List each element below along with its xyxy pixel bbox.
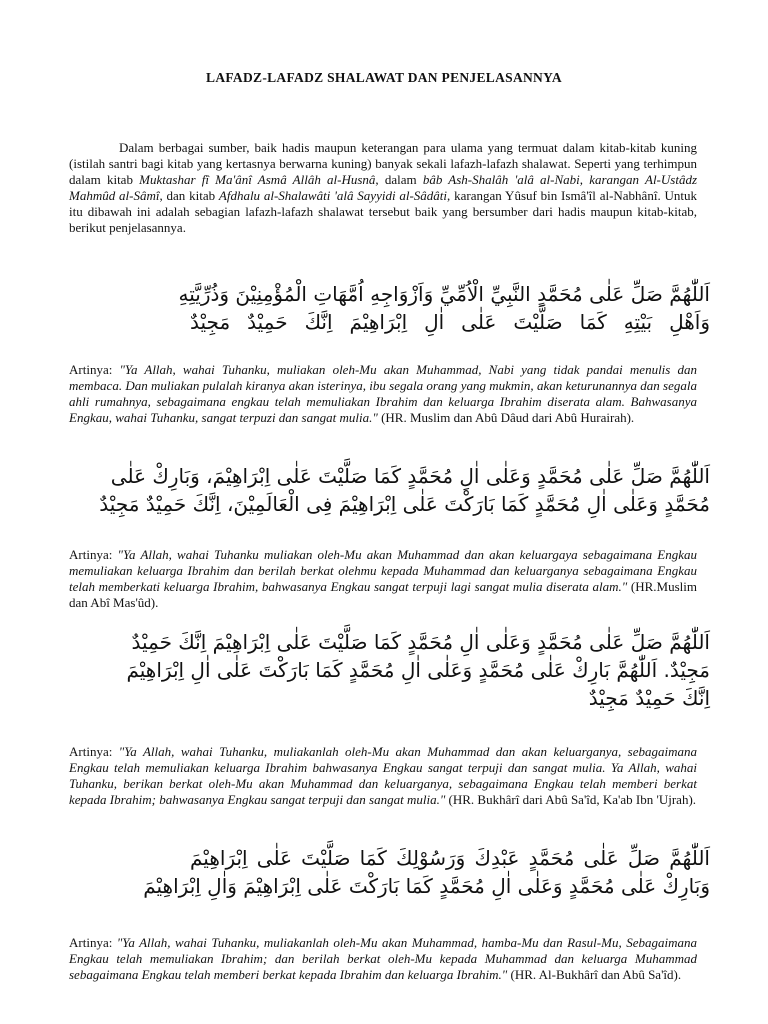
meaning-text: "Ya Allah, wahai Tuhanku, muliakanlah oleh-Mu akan Muhammad dan akan keluarganya, sebagaimana Engkau telah memuliakan keluarga Ibrahim bahwasanya Engkau sangat terpuji dan sangat mulia. Ya Allah, wahai Tuhanku, berikan berkat oleh-Mu akan Muhammad dan keluarganya, sebagaimana Engkau telah memberi berkat kepada Ibrahim; bahwasanya Engkau sangat terpuji dan sangat mulia." [69, 744, 697, 807]
meaning-text: "Ya Allah, wahai Tuhanku, muliakan oleh-Mu akan Muhammad, Nabi yang tidak pandai menulis dan membaca. Dan muliakan pulalah kiranya akan isterinya, ibu segala orang yang mukmin, akan keturunannya dan segala ahli rumahnya, sebagaimana engkau telah memuliakan Ibrahim dan keluarga Ibrahim diserata alam. Bahwasanya Engkau, wahai Tuhanku, sangat terpuzi dan sangat mulia." [69, 362, 697, 425]
intro-book-title-2: Afdhalu al-Shalawâti 'alâ Sayyidi al-Sâdâti [218, 188, 448, 203]
shalawat-arabic-3 [126, 628, 710, 712]
meaning-text: "Ya Allah, wahai Tuhanku muliakan oleh-Mu akan Muhammad dan akan keluargaya sebagaimana Engkau memuliakan keluarga Ibrahim dan berilah berkat olehmu kepada Muhammad dan keluarganya sebagaimana Engkau telah memberkati keluarga Ibrahim, bahwasanya Engkau sangat terpuji lagi sangat mulia diserata alam." [69, 547, 697, 594]
arabic-line: اَللّٰهُمَّ صَلِّ عَلٰى مُحَمَّدٍ النَّبِيِّ الْاُمِّيِّ وَاَزْوَاجِهِ اُمَّهَاتِ الْمُؤْمِنِيْنَ وَذُرِّيَّتِهِ [178, 282, 710, 306]
meaning-lead: Artinya: [69, 744, 119, 759]
arabic-line: وَبَارِكْ عَلٰى مُحَمَّدٍ وَعَلٰى اٰلِ مُحَمَّدٍ كَمَا بَارَكْتَ عَلٰى اِبْرَاهِيْمَ وَاٰلِ اِبْرَاهِيْمَ [143, 874, 710, 898]
intro-paragraph [69, 140, 697, 236]
document-title: LAFADZ-LAFADZ SHALAWAT DAN PENJELASANNYA [206, 70, 562, 85]
meaning-text: "Ya Allah, wahai Tuhanku, muliakanlah oleh-Mu akan Muhammad, hamba-Mu dan Rasul-Mu, Sebagaimana Engkau telah memuliakan Ibrahim; dan berilah berkat oleh-Mu kepada Muhammad dan keluarga Muhammad sebagaimana Engkau telah memberi berkat kepada Ibrahim dan keluarga Ibrahim." [69, 935, 697, 982]
arabic-line: اَللّٰهُمَّ صَلِّ عَلٰى مُحَمَّدٍ عَبْدِكَ وَرَسُوْلِكَ كَمَا صَلَّيْتَ عَلٰى اِبْرَاهِيْمَ [190, 846, 710, 870]
arabic-line: اِنَّكَ حَمِيْدٌ مَجِيْدٌ [588, 686, 710, 710]
arabic-line: اَللّٰهُمَّ صَلِّ عَلٰى مُحَمَّدٍ وَعَلٰى اٰلِ مُحَمَّدٍ كَمَا صَلَّيْتَ عَلٰى اِبْرَاهِيْمَ، وَبَارِكْ عَلٰى [110, 464, 710, 488]
meaning-source: (HR.Muslim dan Abî Mas'ûd). [69, 579, 698, 610]
arabic-line: اَللّٰهُمَّ صَلِّ عَلٰى مُحَمَّدٍ وَعَلٰى اٰلِ مُحَمَّدٍ كَمَا صَلَّيْتَ عَلٰى اِبْرَاهِيْمَ اِنَّكَ حَمِيْدٌ [131, 630, 710, 654]
arabic-line: مُحَمَّدٍ وَعَلٰى اٰلِ مُحَمَّدٍ كَمَا بَارَكْتَ عَلٰى اِبْرَاهِيْمَ فِى الْعَالَمِيْنَ، اِنَّكَ حَمِيْدٌ مَجِيْدٌ [99, 492, 710, 516]
shalawat-arabic-1 [178, 280, 710, 336]
shalawat-meaning-2 [69, 547, 697, 611]
meaning-source: (HR. Bukhârî dari Abû Sa'îd, Ka'ab Ibn 'Ujrah). [445, 792, 697, 807]
intro-text-3: , dan kitab [159, 188, 219, 203]
meaning-lead: Artinya: [69, 935, 117, 950]
intro-chapter-title: bâb Ash-Shalâh 'alâ al-Nabi, karangan Al-Ustâdz Mahmûd al-Sâmî [69, 172, 698, 203]
intro-text-4: , karangan Yûsuf bin Ismâ'îl al-Nabhânî. Untuk itu dibawah ini adalah sebagian lafazh-lafazh shalawat tersebut baik yang bersumber dari hadis maupun kitab-kitab, berikut penjelasannya. [69, 188, 697, 235]
arabic-line: وَاَهْلِ بَيْتِهِ كَمَا صَلَّيْتَ عَلٰى اٰلِ اِبْرَاهِيْمَ اِنَّكَ حَمِيْدٌ مَجِيْدٌ [190, 310, 710, 334]
intro-text-1: Dalam berbagai sumber, baik hadis maupun keterangan para ulama yang termuat dalam kitab-kitab kuning (istilah santri bagi kitab yang kertasnya berwarna kuning) banyak sekali lafazh-lafazh shalawat. Seperti yang terhimpun dalam kitab [69, 140, 697, 187]
meaning-source: (HR. Al-Bukhârî dan Abû Sa'îd). [507, 967, 682, 982]
arabic-line: مَجِيْدٌ. اَللّٰهُمَّ بَارِكْ عَلٰى مُحَمَّدٍ وَعَلٰى اٰلِ مُحَمَّدٍ كَمَا بَارَكْتَ عَلٰى اٰلِ اِبْرَاهِيْمَ [126, 658, 710, 682]
meaning-source: (HR. Muslim dan Abû Dâud dari Abû Hurairah). [377, 410, 635, 425]
shalawat-meaning-1 [69, 362, 697, 426]
intro-text-2: , dalam [375, 172, 423, 187]
meaning-lead: Artinya: [69, 362, 120, 377]
shalawat-meaning-3 [69, 744, 697, 808]
meaning-lead: Artinya: [69, 547, 118, 562]
shalawat-meaning-4 [69, 935, 697, 983]
intro-book-title-1: Muktashar fî Ma'ânî Asmâ Allâh al-Husnâ [139, 172, 376, 187]
shalawat-arabic-4 [143, 844, 710, 900]
shalawat-arabic-2 [99, 462, 710, 518]
